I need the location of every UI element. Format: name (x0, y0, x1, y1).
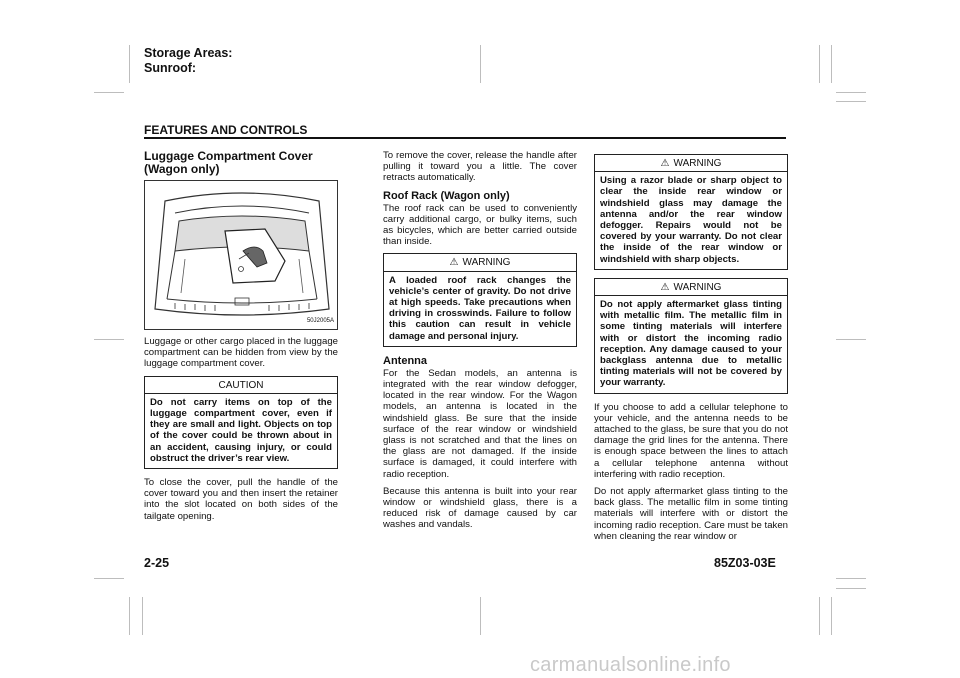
cargo-area-illustration (145, 181, 339, 329)
luggage-figure (144, 180, 338, 330)
paragraph: To remove the cover, release the handle after pulling it toward you a little. The cover retracts automatically. (383, 150, 577, 184)
column-3 (594, 152, 788, 548)
warning-title: WARNING (673, 281, 722, 293)
warning-title: WARNING (673, 158, 722, 169)
warning-header (595, 155, 787, 172)
document-code: 85Z03-03E (714, 556, 776, 570)
warning-text: A loaded roof rack changes the vehicle’s center of gravity. Do not drive at high speeds. Take precautions when driving in crosswinds. Failure to follow this caution can result in vehicle damage and personal injury. (389, 274, 571, 342)
column-1 (144, 150, 338, 528)
page-number: 2-25 (144, 556, 170, 570)
column-2 (383, 150, 577, 537)
crop-mark (129, 597, 130, 635)
crop-mark (836, 578, 866, 579)
heading-luggage-cover: Luggage Compartment Cover (Wagon only) (144, 149, 313, 176)
header-rule (144, 137, 786, 139)
paragraph: To close the cover, pull the handle of the cover toward you and then insert the retainer into the slot located on both sides of the tailgate opening. (144, 477, 338, 522)
crop-mark (831, 45, 832, 83)
warning-title: WARNING (462, 257, 511, 269)
heading-antenna: Antenna (383, 354, 427, 367)
warning-triangle-icon: ⚠ (660, 281, 670, 293)
crop-mark (129, 45, 130, 83)
breadcrumb (144, 46, 232, 76)
caution-box (144, 376, 338, 469)
warning-triangle-icon: ⚠ (449, 257, 459, 269)
crop-mark (836, 339, 866, 340)
warning-text: Using a razor blade or sharp object to clear the inside rear window or windshield glass may damage the antenna and/or the rear window defogger. Repairs would not be covered by your warranty. Do not clear the inside of the rear window or windshield with sharp objects. (600, 175, 782, 265)
paragraph: Because this antenna is built into your rear window or windshield glass, there is a reduced risk of damage caused by car washes and vandals. (383, 485, 577, 531)
section-title: FEATURES AND CONTROLS (144, 123, 308, 137)
crop-mark (142, 597, 143, 635)
paragraph: Do not apply aftermarket glass tinting to the back glass. The metallic film in some tinting materials will interfere with or distort the incoming radio reception. Care must be taken when cleaning the rear window or (594, 486, 788, 542)
warning-header (384, 254, 576, 271)
warning-box-razor (594, 154, 788, 270)
caution-text: Do not carry items on top of the luggage compartment cover, even if they are small and light. Objects on top of the cover could be thrown about in an accident, causing injury, or could obstruct the driver’s rear view. (150, 396, 332, 464)
crop-mark (480, 597, 481, 635)
figure-code: 50J2005A (306, 317, 334, 324)
crop-mark (94, 578, 124, 579)
crop-mark (836, 101, 866, 102)
paragraph: Luggage or other cargo placed in the luggage compartment can be hidden from view by the luggage compartment cover. (144, 336, 338, 370)
paragraph: If you choose to add a cellular telephone to your vehicle, and the antenna needs to be attached to the glass, be sure that you do not damage the grid lines for the antenna. There is enough space between the lines to attach a cellular telephone antenna without interfering with radio reception. (594, 401, 788, 480)
watermark: carmanualsonline.info (530, 654, 731, 676)
crop-mark (480, 45, 481, 83)
caution-title: CAUTION (145, 377, 337, 394)
paragraph: The roof rack can be used to conveniently carry additional cargo, or bulky items, such as bicycles, which are better carried outside than inside. (383, 202, 577, 248)
warning-text: Do not apply aftermarket glass tinting with metallic film. The metallic film in some tinting materials will interfere with or distort the incoming radio reception. Any damage caused to your backglass antenna due to metallic tinting materials will not be covered by your warranty. (600, 299, 782, 389)
breadcrumb-line: Storage Areas: (144, 46, 233, 60)
warning-box-tinting (594, 278, 788, 394)
warning-box-roof-rack (383, 253, 577, 346)
crop-mark (831, 597, 832, 635)
breadcrumb-line: Sunroof: (144, 61, 197, 75)
crop-mark (94, 339, 124, 340)
warning-header (595, 279, 787, 296)
crop-mark (836, 92, 866, 93)
heading-roof-rack: Roof Rack (Wagon only) (383, 189, 510, 202)
warning-triangle-icon: ⚠ (660, 158, 670, 169)
crop-mark (94, 92, 124, 93)
paragraph: For the Sedan models, an antenna is integrated with the rear window defogger, located in the rear window. For the Wagon models, an antenna is located in the windshield glass. Be sure that the inside surface of the rear window or windshield glass is not scratched and that the lines on the glass are not damaged. If the inside surface is damaged, it could interfere with radio reception. (383, 367, 577, 480)
crop-mark (836, 588, 866, 589)
crop-mark (819, 45, 820, 83)
crop-mark (819, 597, 820, 635)
